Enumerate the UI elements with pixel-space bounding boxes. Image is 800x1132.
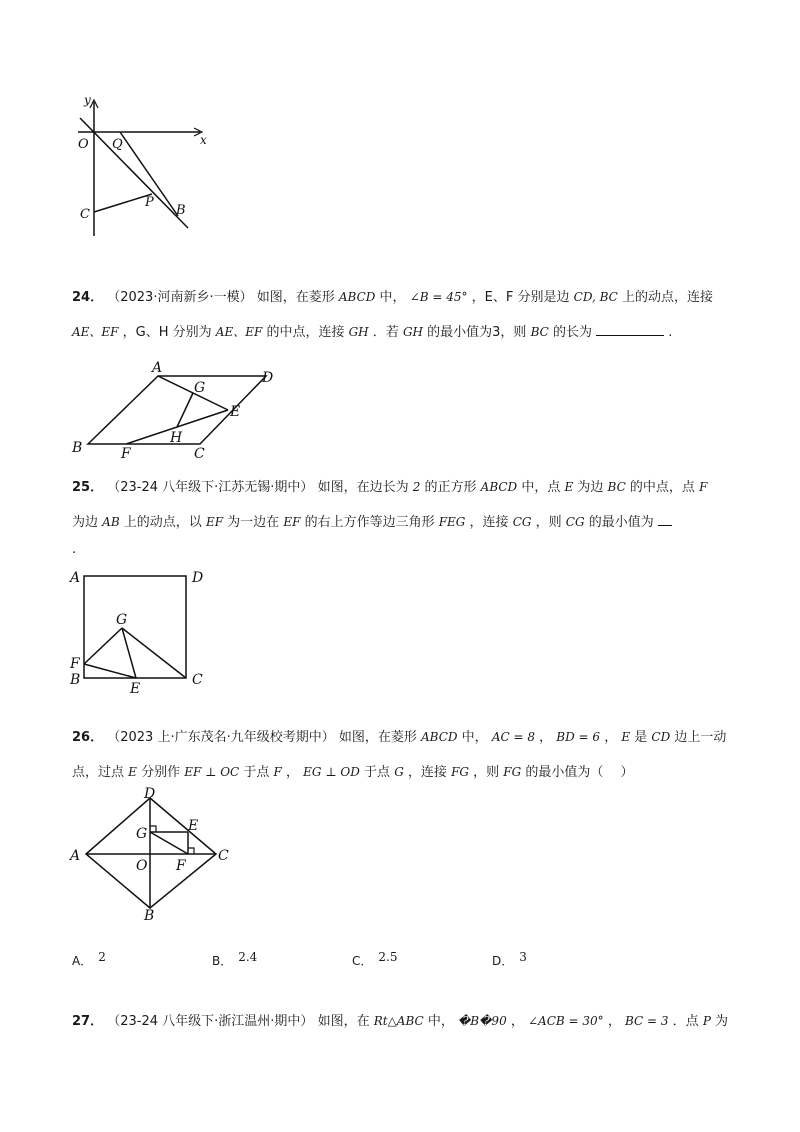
question-number: 26． bbox=[72, 730, 104, 745]
label-F: F bbox=[176, 858, 186, 874]
question-27-line-1: 27． （23-24 八年级下·浙江温州·期中） 如图，在 Rt△ABC 中， �B�90 ， ∠ACB = 30° ， BC = 3 ．点 P 为 bbox=[72, 1014, 729, 1029]
question-25-line-1: 25． （23-24 八年级下·江苏无锡·期中） 如图，在边长为 2 的正方形 ABCD 中，点 E 为边 BC 的中点，点 F bbox=[72, 480, 708, 495]
label-E: E bbox=[188, 818, 199, 834]
label-B: B bbox=[70, 672, 81, 688]
question-source: （23-24 八年级下·浙江温州·期中） bbox=[107, 1014, 314, 1029]
label-G: G bbox=[136, 826, 148, 842]
question-number: 27． bbox=[72, 1014, 104, 1029]
question-26 bbox=[72, 720, 742, 790]
label-D: D bbox=[144, 786, 156, 802]
label-G: G bbox=[194, 380, 206, 396]
label-C: C bbox=[80, 207, 90, 222]
question-26-line-1: 26． （2023 上·广东茂名·九年级校考期中） 如图，在菱形 ABCD 中， AC = 8 ， BD = 6 ， E 是 CD 边上一动 bbox=[72, 730, 727, 745]
label-E: E bbox=[130, 681, 141, 696]
question-26-choices bbox=[72, 952, 672, 974]
choice-c[interactable]: C． 2.5 bbox=[352, 950, 398, 968]
question-27 bbox=[72, 1004, 742, 1039]
label-P: P bbox=[145, 195, 154, 210]
label-x: x bbox=[200, 133, 207, 147]
figure-23 bbox=[70, 88, 220, 248]
label-A: A bbox=[152, 360, 163, 376]
question-26-line-2: 点，过点 E 分别作 EF ⊥ OC 于点 F ， EG ⊥ OD 于点 G ，连接 FG ，则 FG 的最小值为（ ） bbox=[72, 765, 634, 780]
question-number: 24． bbox=[72, 290, 104, 305]
question-source: （2023 上·广东茂名·九年级校考期中） bbox=[107, 730, 335, 745]
label-C: C bbox=[192, 672, 203, 688]
label-F: F bbox=[70, 656, 80, 672]
label-B: B bbox=[72, 440, 83, 456]
label-D: D bbox=[262, 370, 274, 386]
figure-26 bbox=[66, 786, 246, 921]
question-24-line-2: AE、EF ，G、H 分别为 AE、EF 的中点，连接 GH ．若 GH 的最小值为3，则 BC 的长为 . bbox=[72, 325, 673, 340]
question-source: （2023·河南新乡·一模） bbox=[107, 290, 253, 305]
label-A: A bbox=[70, 570, 81, 586]
question-25 bbox=[72, 470, 742, 560]
choice-a[interactable]: A． 2 bbox=[72, 950, 106, 968]
question-25-line-3: . bbox=[72, 542, 77, 557]
label-B: B bbox=[176, 203, 186, 218]
question-number: 25． bbox=[72, 480, 104, 495]
label-B: B bbox=[144, 908, 155, 921]
label-E: E bbox=[230, 404, 241, 420]
question-25-line-2: 为边 AB 上的动点，以 EF 为一边在 EF 的右上方作等边三角形 FEG ，连接 CG ，则 CG 的最小值为 bbox=[72, 505, 742, 540]
label-C: C bbox=[218, 848, 229, 864]
figure-24 bbox=[66, 360, 296, 460]
answer-blank[interactable] bbox=[596, 323, 664, 336]
label-G: G bbox=[116, 612, 128, 628]
label-F: F bbox=[121, 446, 131, 460]
figure-25 bbox=[66, 566, 216, 696]
answer-blank[interactable] bbox=[658, 513, 672, 526]
question-24-line-1: 24． （2023·河南新乡·一模） 如图，在菱形 ABCD 中， ∠B = 45° ，E、F 分别是边 CD, BC 上的动点，连接 bbox=[72, 290, 714, 305]
label-y: y bbox=[84, 93, 91, 107]
label-A: A bbox=[70, 848, 81, 864]
question-24 bbox=[72, 280, 742, 350]
label-Q: Q bbox=[112, 137, 123, 152]
label-O: O bbox=[136, 858, 148, 874]
question-source: （23-24 八年级下·江苏无锡·期中） bbox=[107, 480, 314, 495]
choice-b[interactable]: B． 2.4 bbox=[212, 950, 258, 968]
label-D: D bbox=[192, 570, 204, 586]
label-O: O bbox=[78, 137, 89, 152]
choice-d[interactable]: D． 3 bbox=[492, 950, 527, 968]
label-H: H bbox=[170, 430, 183, 446]
label-C: C bbox=[194, 446, 205, 460]
